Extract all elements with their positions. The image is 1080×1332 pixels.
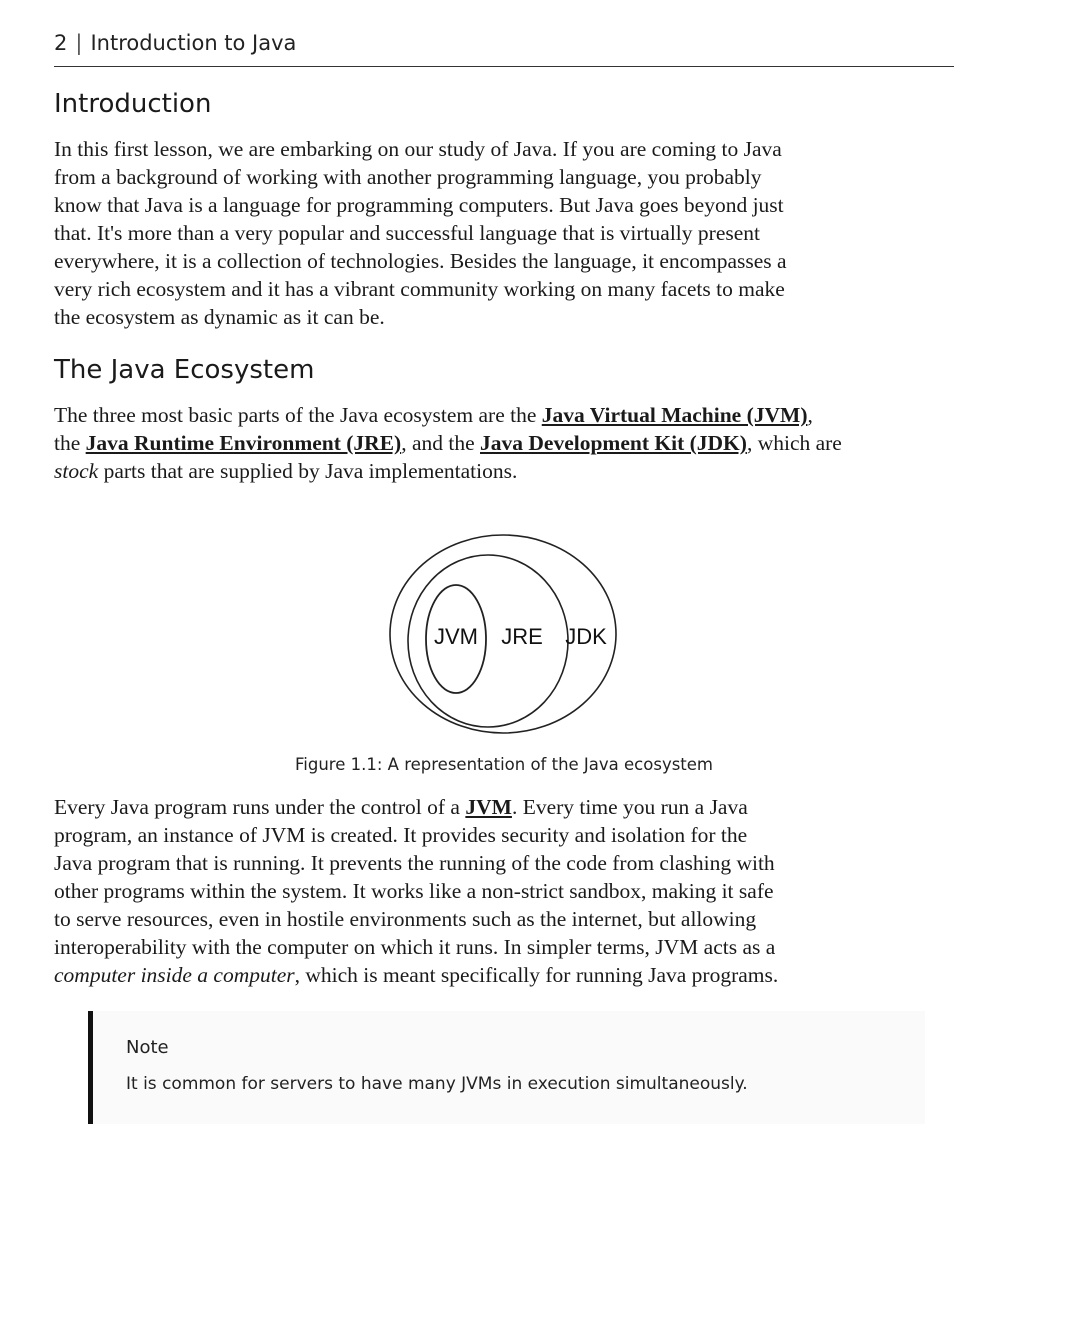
jvm-link-2[interactable]: JVM xyxy=(465,795,512,819)
text: parts that are supplied by Java implementations. xyxy=(98,459,518,483)
jdk-label: JDK xyxy=(565,624,607,649)
text-line: everywhere, it is a collection of technologies. Besides the language, it encompasses a xyxy=(54,249,787,273)
text-line: In this first lesson, we are embarking on our study of Java. If you are coming to Java xyxy=(54,137,782,161)
text-line: interoperability with the computer on which it runs. In simpler terms, JVM acts as a xyxy=(54,935,776,959)
emphasis-stock: stock xyxy=(54,459,99,483)
note-body: It is common for servers to have many JVMs in execution simultaneously. xyxy=(126,1074,748,1094)
jre-ellipse xyxy=(408,555,568,727)
header-rule xyxy=(54,66,954,67)
page-number: 2 xyxy=(54,31,68,55)
text: , which is meant specifically for running Java programs. xyxy=(294,963,779,987)
header-separator: | xyxy=(75,31,83,55)
text: , and the xyxy=(401,431,481,455)
section-heading-java-ecosystem: The Java Ecosystem xyxy=(54,355,315,385)
figure-caption: Figure 1.1: A representation of the Java ecosystem xyxy=(295,755,713,774)
text: , which are xyxy=(746,431,842,455)
text-line: other programs within the system. It works like a non-strict sandbox, making it safe xyxy=(54,879,774,903)
text: , xyxy=(807,403,813,427)
text-line: the ecosystem as dynamic as it can be. xyxy=(54,305,385,329)
jre-label: JRE xyxy=(501,624,543,649)
intro-paragraph xyxy=(54,135,787,331)
text: . Every time you run a Java xyxy=(511,795,748,819)
text-line: very rich ecosystem and it has a vibrant community working on many facets to make xyxy=(54,277,785,301)
text-line: from a background of working with another programming language, you probably xyxy=(54,165,762,189)
jvm-link[interactable]: Java Virtual Machine (JVM) xyxy=(541,403,808,427)
ecosystem-paragraph xyxy=(54,401,842,485)
emphasis-computer-inside: computer inside a computer xyxy=(54,963,295,987)
jdk-link[interactable]: Java Development Kit (JDK) xyxy=(480,431,747,455)
jvm-label: JVM xyxy=(434,624,478,649)
note-callout xyxy=(88,1011,925,1124)
text-line: to serve resources, even in hostile environments such as the internet, but allowing xyxy=(54,907,757,931)
text-line: program, an instance of JVM is created. It provides security and isolation for the xyxy=(54,823,748,847)
text-line: know that Java is a language for programming computers. But Java goes beyond just xyxy=(54,193,784,217)
note-title: Note xyxy=(126,1037,169,1058)
text-line: that. It's more than a very popular and successful language that is virtually present xyxy=(54,221,760,245)
java-ecosystem-diagram xyxy=(385,530,625,740)
text-line: Java program that is running. It prevents the running of the code from clashing with xyxy=(54,851,775,875)
running-header xyxy=(54,31,296,55)
jre-link[interactable]: Java Runtime Environment (JRE) xyxy=(85,431,402,455)
text: Every Java program runs under the control of a xyxy=(54,795,466,819)
section-heading-introduction: Introduction xyxy=(54,89,212,119)
text: The three most basic parts of the Java ecosystem are the xyxy=(54,403,542,427)
chapter-title: Introduction to Java xyxy=(90,31,297,55)
jvm-paragraph xyxy=(54,793,778,989)
text: the xyxy=(54,431,86,455)
